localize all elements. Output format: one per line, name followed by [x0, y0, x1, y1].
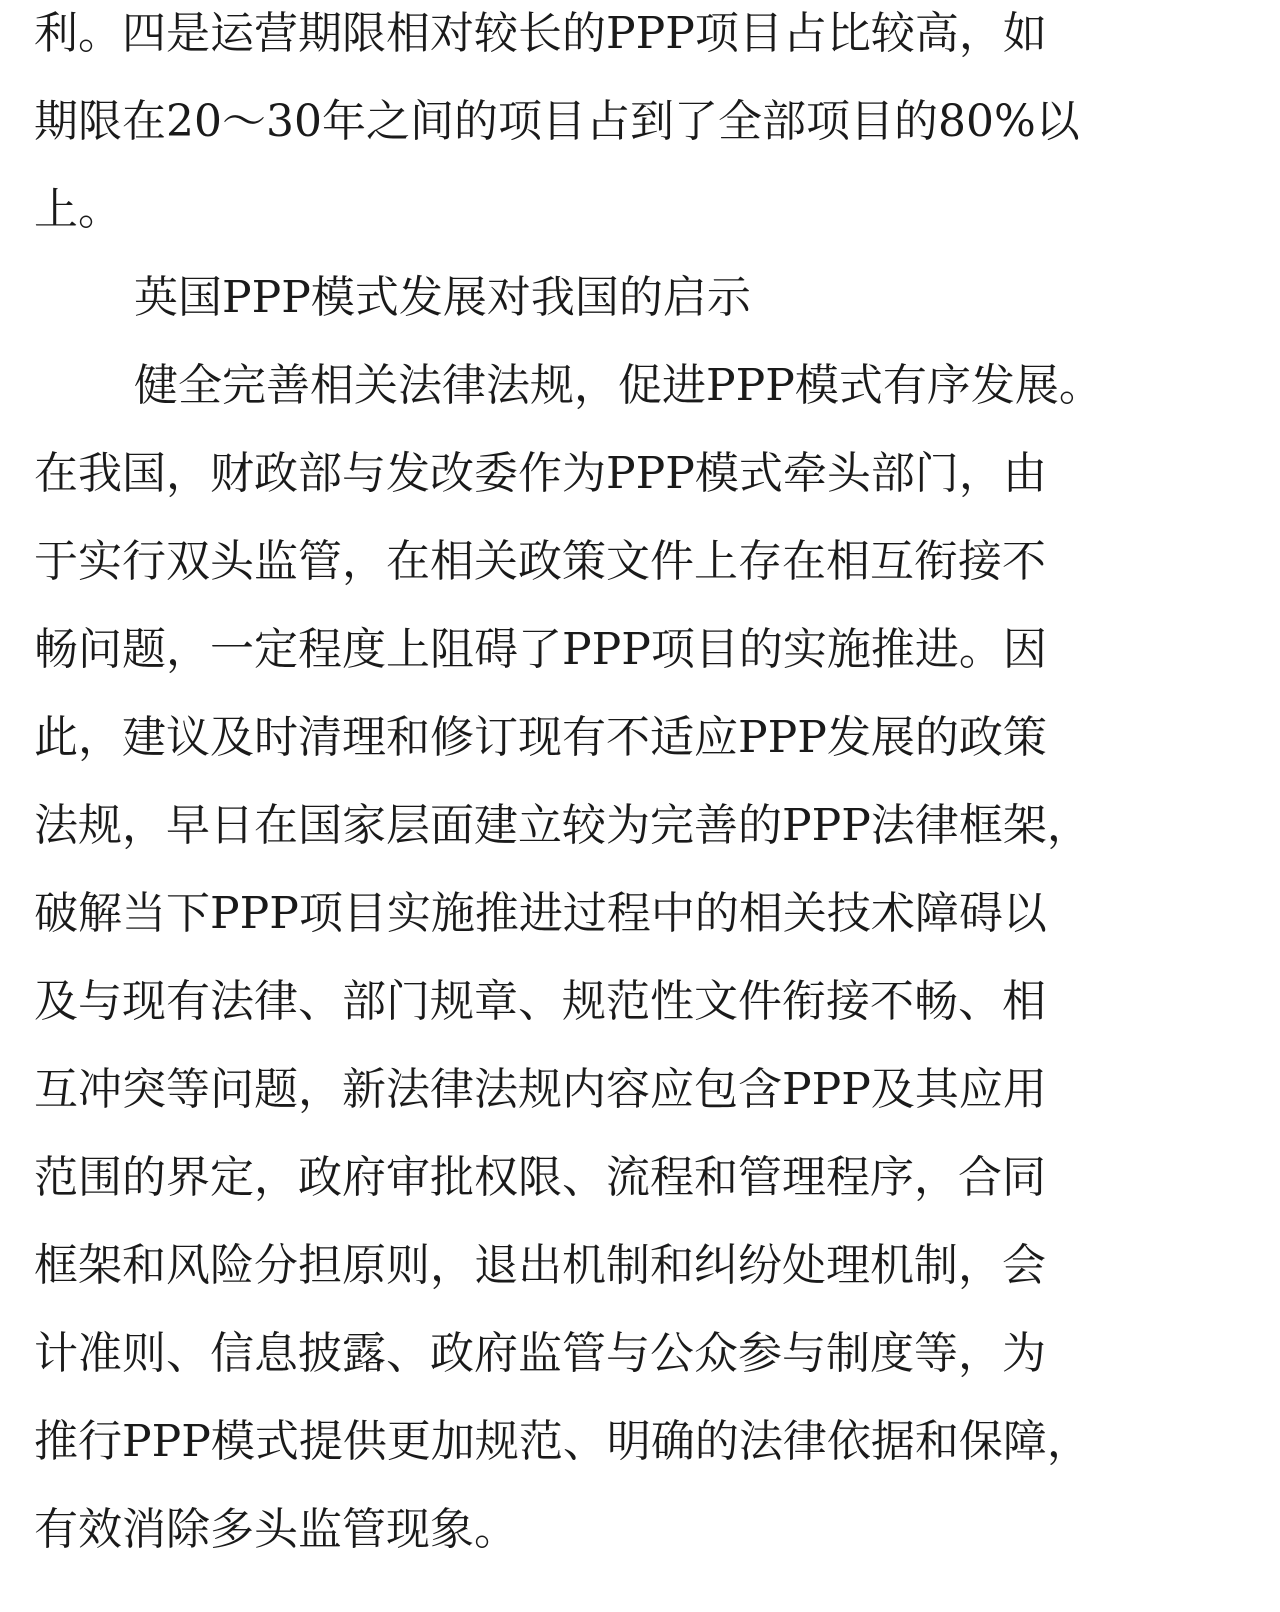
line-text: 法规，早日在国家层面建立较为完善的PPP法律框架， — [34, 800, 1091, 851]
text-line — [0, 0, 1280, 78]
text-line — [0, 606, 1280, 694]
line-text: 此，建议及时清理和修订现有不适应PPP发展的政策 — [34, 712, 1047, 763]
text-line — [0, 1486, 1280, 1574]
line-text: 健全完善相关法律法规，促进PPP模式有序发展。 — [134, 360, 1103, 411]
text-line — [0, 1134, 1280, 1222]
line-text: 于实行双头监管，在相关政策文件上存在相互衔接不 — [34, 536, 1046, 587]
text-line — [0, 1046, 1280, 1134]
text-line — [0, 694, 1280, 782]
text-line — [0, 1398, 1280, 1486]
text-line — [0, 1222, 1280, 1310]
line-text: 利。四是运营期限相对较长的PPP项目占比较高，如 — [34, 8, 1047, 59]
line-text: 计准则、信息披露、政府监管与公众参与制度等，为 — [34, 1328, 1046, 1379]
text-line — [0, 870, 1280, 958]
line-text: 在我国，财政部与发改委作为PPP模式牵头部门，由 — [34, 448, 1047, 499]
text-line — [0, 1310, 1280, 1398]
line-text: 畅问题，一定程度上阻碍了PPP项目的实施推进。因 — [34, 624, 1047, 675]
section-heading — [0, 254, 1280, 342]
text-line — [0, 958, 1280, 1046]
line-text: 期限在20～30年之间的项目占到了全部项目的80%以 — [34, 96, 1080, 147]
heading-text: 英国PPP模式发展对我国的启示 — [134, 272, 751, 323]
line-text: 框架和风险分担原则，退出机制和纠纷处理机制，会 — [34, 1240, 1046, 1291]
line-text: 破解当下PPP项目实施推进过程中的相关技术障碍以 — [34, 888, 1047, 939]
line-text: 范围的界定，政府审批权限、流程和管理程序，合同 — [34, 1152, 1046, 1203]
text-line — [0, 166, 1280, 254]
line-text: 有效消除多头监管现象。 — [34, 1504, 518, 1555]
line-text: 互冲突等问题，新法律法规内容应包含PPP及其应用 — [34, 1064, 1047, 1115]
paragraph-first-line — [0, 342, 1280, 430]
line-text: 上。 — [34, 184, 122, 235]
text-line — [0, 518, 1280, 606]
text-line — [0, 782, 1280, 870]
text-line — [0, 78, 1280, 166]
text-line — [0, 430, 1280, 518]
line-text: 及与现有法律、部门规章、规范性文件衔接不畅、相 — [34, 976, 1046, 1027]
line-text: 推行PPP模式提供更加规范、明确的法律依据和保障， — [34, 1416, 1091, 1467]
